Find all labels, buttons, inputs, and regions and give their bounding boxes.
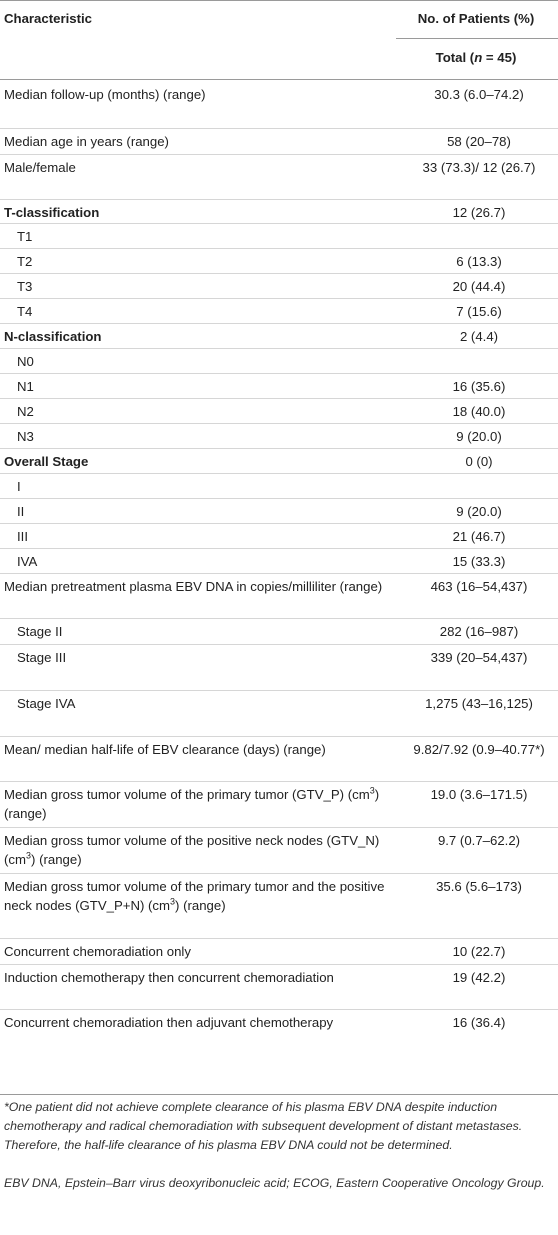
row-label: T4 (0, 298, 400, 323)
row-label: N2 (0, 398, 400, 423)
row-label: Male/female (0, 154, 400, 199)
row-value: 9.7 (0.7–62.2) (400, 827, 558, 873)
row-label: Median follow-up (months) (range) (0, 82, 400, 128)
row-value: 0 (0) (400, 448, 558, 473)
row-label: N1 (0, 373, 400, 398)
row-value: 9.82/7.92 (0.9–40.77*) (400, 736, 558, 781)
table-row (0, 248, 558, 273)
row-value: 7 (15.6) (400, 298, 558, 323)
row-value: 1,275 (43–16,125) (400, 690, 558, 736)
table-row (0, 618, 558, 644)
row-label: Median gross tumor volume of the primary tumor and the positive neck nodes (GTV_P+N) $(cm^3)$ (range) (0, 873, 400, 938)
table-row (0, 873, 558, 938)
row-value: 339 (20–54,437) (400, 644, 558, 690)
row-value: 16 (35.6) (400, 373, 558, 398)
table-row (0, 938, 558, 964)
table-row (0, 398, 558, 423)
table-row (0, 423, 558, 448)
table-row (0, 323, 558, 348)
row-value (400, 348, 558, 373)
row-value: 58 (20–78) (400, 128, 558, 154)
header-sub-rule (396, 38, 558, 39)
table-row (0, 690, 558, 736)
table-bottom-rule (0, 1094, 558, 1095)
row-value: 10 (22.7) (400, 938, 558, 964)
table-row (0, 573, 558, 618)
row-label: I (0, 473, 400, 498)
row-label: Stage III (0, 644, 400, 690)
row-label: Median gross tumor volume of the positive neck nodes (GTV_N) $(cm^3)$ (range) (0, 827, 400, 873)
footnote-star: *One patient did not achieve complete clearance of his plasma EBV DNA despite induction chemotherapy and radical chemoradiation with subsequent development of distant metastases. Therefore, the half-life clearance of his plasma EBV DNA could not be determined. (4, 1100, 523, 1152)
row-value: 19.0 (3.6–171.5) (400, 781, 558, 827)
row-label: Median gross tumor volume of the primary tumor (GTV_P) $(cm^3)$ (range) (0, 781, 400, 827)
row-value: 21 (46.7) (400, 523, 558, 548)
row-label: Median age in years (range) (0, 128, 400, 154)
row-label: Concurrent chemoradiation then adjuvant chemotherapy (4, 1014, 334, 1030)
row-label: Overall Stage (0, 448, 400, 473)
table-row (0, 223, 558, 248)
top-rule (0, 0, 558, 1)
table-row (0, 827, 558, 873)
row-value: 15 (33.3) (400, 548, 558, 573)
row-label: N0 (0, 348, 400, 373)
patient-characteristics-table (0, 82, 558, 1055)
table-row (0, 548, 558, 573)
row-value: 12 (26.7) (400, 199, 558, 223)
table-row (0, 348, 558, 373)
table-row (0, 128, 558, 154)
row-label: T2 (0, 248, 400, 273)
table-row (0, 498, 558, 523)
row-label: T1 (0, 223, 400, 248)
row-value (400, 473, 558, 498)
table-row (0, 1009, 558, 1055)
row-value: 33 (73.3)/ 12 (26.7) (400, 154, 558, 199)
row-value: 18 (40.0) (400, 398, 558, 423)
row-value: 20 (44.4) (400, 273, 558, 298)
header-characteristic: Characteristic (4, 11, 92, 26)
table-row (0, 82, 558, 128)
row-label: II (0, 498, 400, 523)
table-row (0, 373, 558, 398)
header-patients: No. of Patients (%) (417, 11, 535, 26)
row-value: 16 (36.4) (452, 1014, 506, 1030)
row-label: Concurrent chemoradiation only (0, 938, 400, 964)
header-total (396, 50, 556, 65)
row-value: 35.6 (5.6–173) (400, 873, 558, 938)
table-row (0, 298, 558, 323)
table-row (0, 473, 558, 498)
footnote-abbreviations: EBV DNA, Epstein–Barr virus deoxyribonucleic acid; ECOG, Eastern Cooperative Oncology Group. (4, 1176, 545, 1190)
row-label: N-classification (0, 323, 400, 348)
row-label: T-classification (0, 199, 400, 223)
row-label: III (0, 523, 400, 548)
table-row (0, 199, 558, 223)
row-value: 19 (42.2) (400, 964, 558, 1009)
table-row (0, 644, 558, 690)
row-value (400, 223, 558, 248)
row-label: Stage IVA (0, 690, 400, 736)
row-value: 6 (13.3) (400, 248, 558, 273)
table-row (0, 736, 558, 781)
table-row (0, 781, 558, 827)
row-label: IVA (0, 548, 400, 573)
header-total-text: Total (n = 45) (435, 50, 517, 65)
row-label: N3 (0, 423, 400, 448)
table-row (0, 523, 558, 548)
table-row (0, 273, 558, 298)
row-value: 2 (4.4) (400, 323, 558, 348)
row-value: 282 (16–987) (400, 618, 558, 644)
table-row (0, 154, 558, 199)
row-label: Mean/ median half-life of EBV clearance (days) (range) (0, 736, 400, 781)
row-value: 463 (16–54,437) (400, 573, 558, 618)
header-bottom-rule (0, 79, 558, 80)
row-value: 30.3 (6.0–74.2) (400, 82, 558, 128)
table-row (0, 964, 558, 1009)
row-label: T3 (0, 273, 400, 298)
row-label: Induction chemotherapy then concurrent chemoradiation (0, 964, 400, 1009)
row-label: Stage II (0, 618, 400, 644)
row-label: Median pretreatment plasma EBV DNA in copies/milliliter (range) (0, 573, 400, 618)
table-row (0, 448, 558, 473)
row-value: 9 (20.0) (400, 498, 558, 523)
row-value: 9 (20.0) (400, 423, 558, 448)
